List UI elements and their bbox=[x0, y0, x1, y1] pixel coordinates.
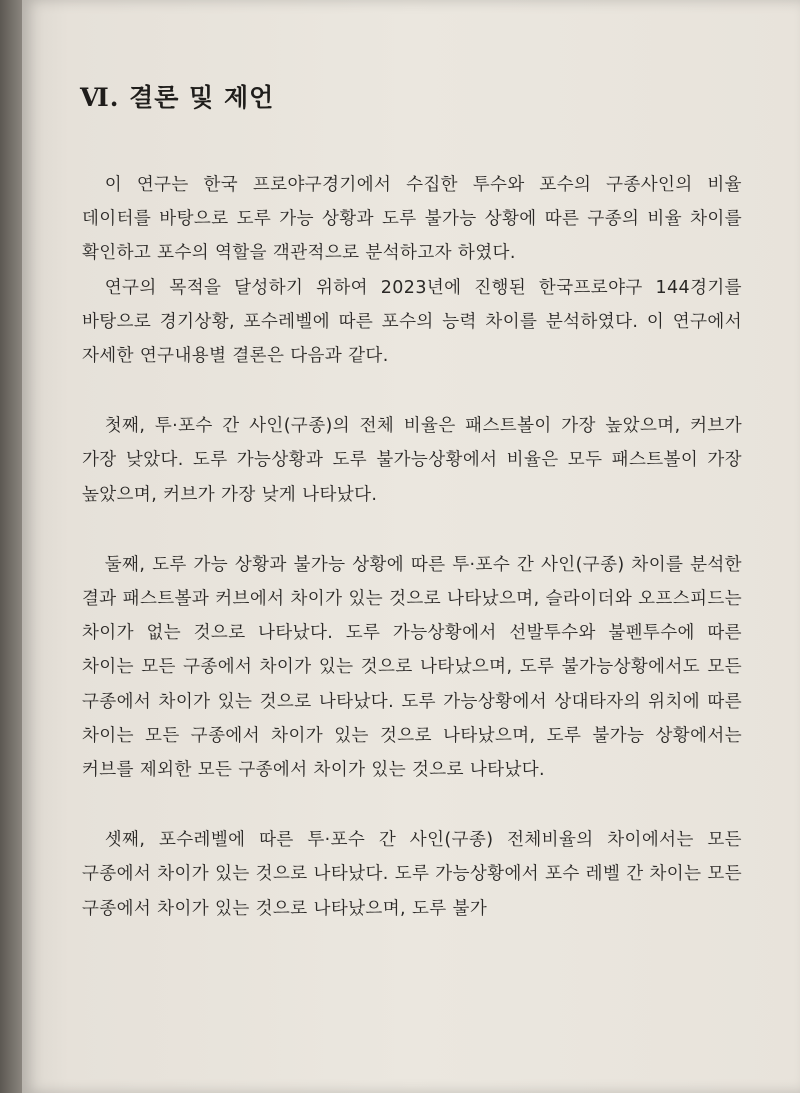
book-binding-edge bbox=[0, 0, 22, 1093]
paragraph-first: 첫째, 투·포수 간 사인(구종)의 전체 비율은 패스트볼이 가장 높았으며, 커브가 가장 낮았다. 도루 가능상황과 도루 불가능상황에서 비율은 모두 패스트볼이 가장 높았으며, 커브가 가장 낮게 나타났다. bbox=[82, 416, 742, 505]
body-text bbox=[82, 168, 742, 926]
paragraph-third: 셋째, 포수레벨에 따른 투·포수 간 사인(구종) 전체비율의 차이에서는 모든 구종에서 차이가 있는 것으로 나타났다. 도루 가능상황에서 포수 레벨 간 차이는 모든 구종에서 차이가 있는 것으로 나타났으며, 도루 불가 bbox=[82, 830, 742, 919]
book-page bbox=[22, 0, 800, 1093]
paragraph-intro: 이 연구는 한국 프로야구경기에서 수집한 투수와 포수의 구종사인의 비율 데이터를 바탕으로 도루 가능 상황과 도루 불가능 상황에 따른 구종의 비율 차이를 확인하고 포수의 역할을 객관적으로 분석하고자 하였다. bbox=[82, 175, 742, 264]
paragraph-second: 둘째, 도루 가능 상황과 불가능 상황에 따른 투·포수 간 사인(구종) 차이를 분석한 결과 패스트볼과 커브에서 차이가 있는 것으로 나타났으며, 슬라이더와 오프스피드는 차이가 없는 것으로 나타났다. 도루 가능상황에서 선발투수와 불펜투수에 따른 차이는 모든 구종에서 차이가 있는 것으로 나타났으며, 도루 불가능상황에서도 모든 구종에서 차이가 있는 것으로 나타났다. 도루 가능상황에서 상대타자의 위치에 따른 차이는 모든 구종에서 차이가 있는 것으로 나타났으며, 도루 불가능 상황에서는 커브를 제외한 모든 구종에서 차이가 있는 것으로 나타났다. bbox=[82, 554, 742, 781]
section-heading: Ⅵ. 결론 및 제언 bbox=[80, 83, 275, 112]
paragraph-method: 연구의 목적을 달성하기 위하여 2023년에 진행된 한국프로야구 144경기를 바탕으로 경기상황, 포수레벨에 따른 포수의 능력 차이를 분석하였다. 이 연구에서 자세한 연구내용별 결론은 다음과 같다. bbox=[82, 277, 742, 367]
